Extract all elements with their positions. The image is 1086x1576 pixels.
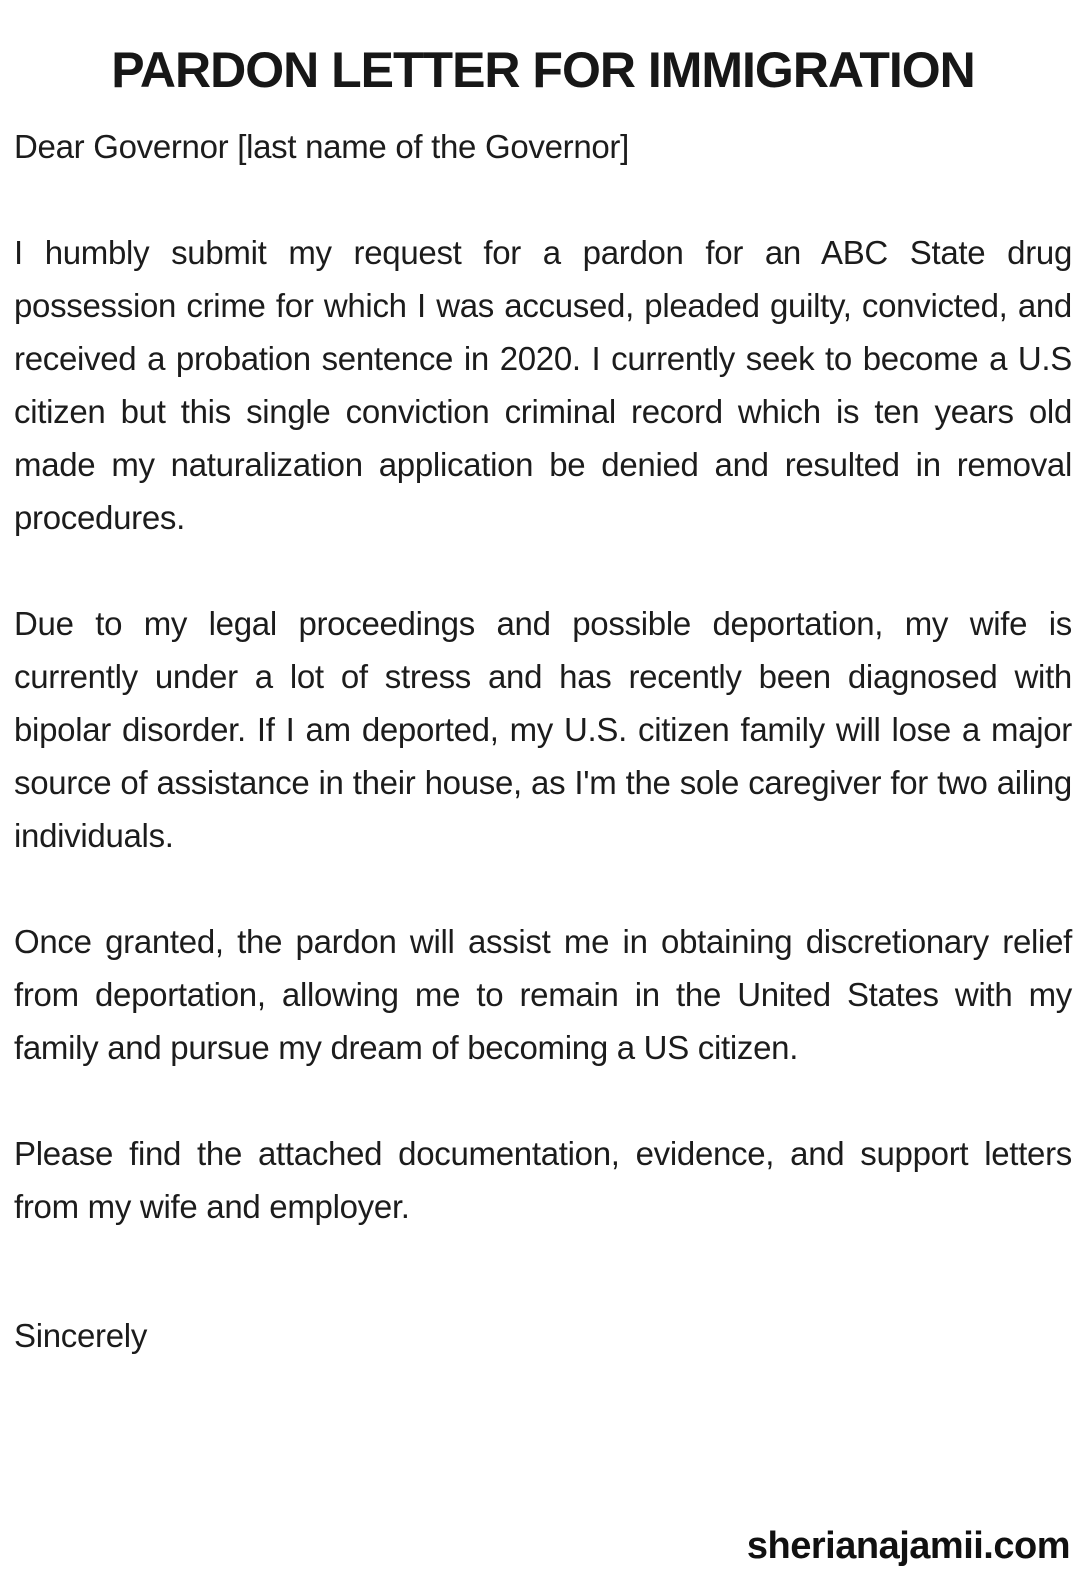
letter-page: [0, 40, 1086, 1576]
watermark-site-name: sherianajamii.com: [746, 1525, 1070, 1567]
letter-closing: Sincerely: [14, 1317, 148, 1354]
letter-title: PARDON LETTER FOR IMMIGRATION: [111, 42, 975, 98]
letter-paragraph-1: I humbly submit my request for a pardon for an ABC State drug possession crime for which I was accused, pleaded guilty, convicted, and received a probation sentence in 2020. I currently seek to become a U.S citizen but this single conviction criminal record which is ten years old made my naturalization application be denied and resulted in removal procedures.: [14, 234, 1072, 536]
letter-salutation: Dear Governor [last name of the Governor]: [14, 128, 629, 165]
letter-paragraph-3: Once granted, the pardon will assist me in obtaining discretionary relief from deportation, allowing me to remain in the United States with my family and pursue my dream of becoming a US citizen.: [14, 923, 1072, 1066]
letter-paragraph-2: Due to my legal proceedings and possible deportation, my wife is currently under a lot of stress and has recently been diagnosed with bipolar disorder. If I am deported, my U.S. citizen family will lose a major source of assistance in their house, as I'm the sole caregiver for two ailing individuals.: [14, 605, 1072, 854]
letter-paragraph-4: Please find the attached documentation, evidence, and support letters from my wife and employer.: [14, 1135, 1072, 1225]
